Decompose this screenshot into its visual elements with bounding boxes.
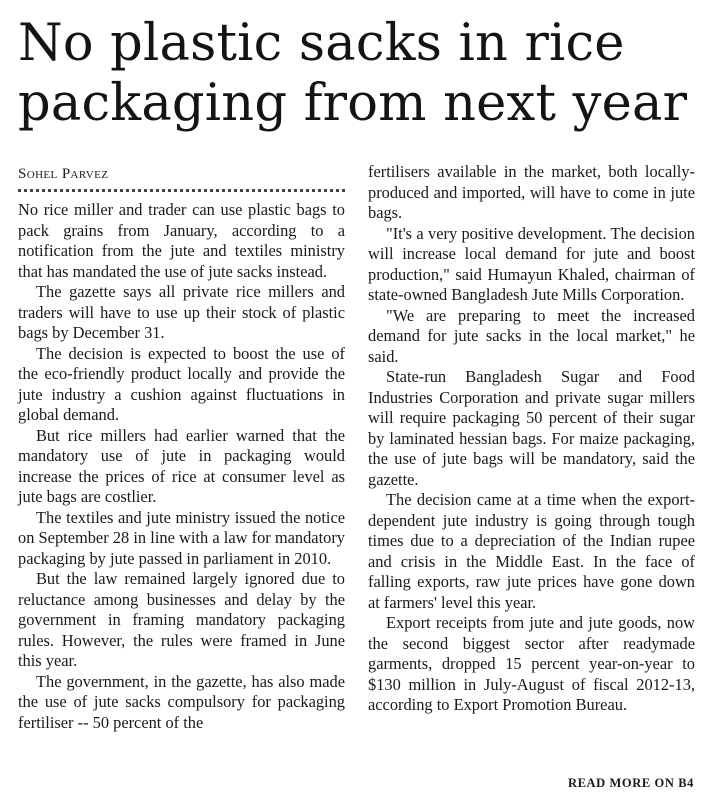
paragraph: "We are preparing to meet the increased demand for jute sacks in the local market," he said. xyxy=(368,305,695,366)
paragraph: But the law remained largely ignored due to reluctance among businesses and delay by the government in framing mandatory packaging rules. However, the rules were framed in June this year. xyxy=(18,569,345,670)
paragraph: The decision is expected to boost the use of the eco-friendly product locally and provide the jute industry a cushion against fluctuations in global demand. xyxy=(18,343,345,424)
left-column xyxy=(18,164,345,733)
paragraph: No rice miller and trader can use plastic bags to pack grains from January, according to a notification from the jute and textiles ministry that has mandated the use of jute sacks instead. xyxy=(18,200,345,281)
paragraph: But rice millers had earlier warned that the mandatory use of jute in packaging would increase the prices of rice at consumer level as jute bags are costlier. xyxy=(18,425,345,506)
paragraph: The textiles and jute ministry issued the notice on September 28 in line with a law for mandatory packaging by jute passed in parliament in 2010. xyxy=(18,507,345,568)
byline xyxy=(18,164,345,184)
paragraph: The government, in the gazette, has also made the use of jute sacks compulsory for packaging fertiliser -- 50 percent of the xyxy=(18,671,345,732)
byline-divider xyxy=(18,189,345,192)
paragraph: fertilisers available in the market, both locally-produced and imported, will have to come in jute bags. xyxy=(368,162,695,222)
right-column xyxy=(368,162,695,716)
headline: No plastic sacks in rice packaging from next year xyxy=(18,14,688,133)
read-more-link[interactable]: READ MORE ON B4 xyxy=(567,776,694,790)
byline-name: Sohel Parvez xyxy=(18,166,109,182)
paragraph: Export receipts from jute and jute goods, now the second biggest sector after readymade garments, dropped 15 percent year-on-year to $130 million in July-August of fiscal 2012-13, according to Export Promotion Bureau. xyxy=(368,613,695,714)
paragraph: "It's a very positive development. The decision will increase local demand for jute and boost production," said Humayun Khaled, chairman of state-owned Bangladesh Jute Mills Corporation. xyxy=(368,223,695,304)
paragraph: The gazette says all private rice millers and traders will have to use up their stock of plastic bags by December 31. xyxy=(18,282,345,342)
paragraph: State-run Bangladesh Sugar and Food Industries Corporation and private sugar millers will require packaging 50 percent of their sugar by laminated hessian bags. For maize packaging, the use of jute bags will be mandatory, said the gazette. xyxy=(368,367,695,489)
paragraph: The decision came at a time when the export-dependent jute industry is going through tough times due to a depreciation of the Indian rupee and crisis in the Middle East. In the face of falling exports, raw jute prices have gone down at farmers' level this year. xyxy=(368,490,695,612)
